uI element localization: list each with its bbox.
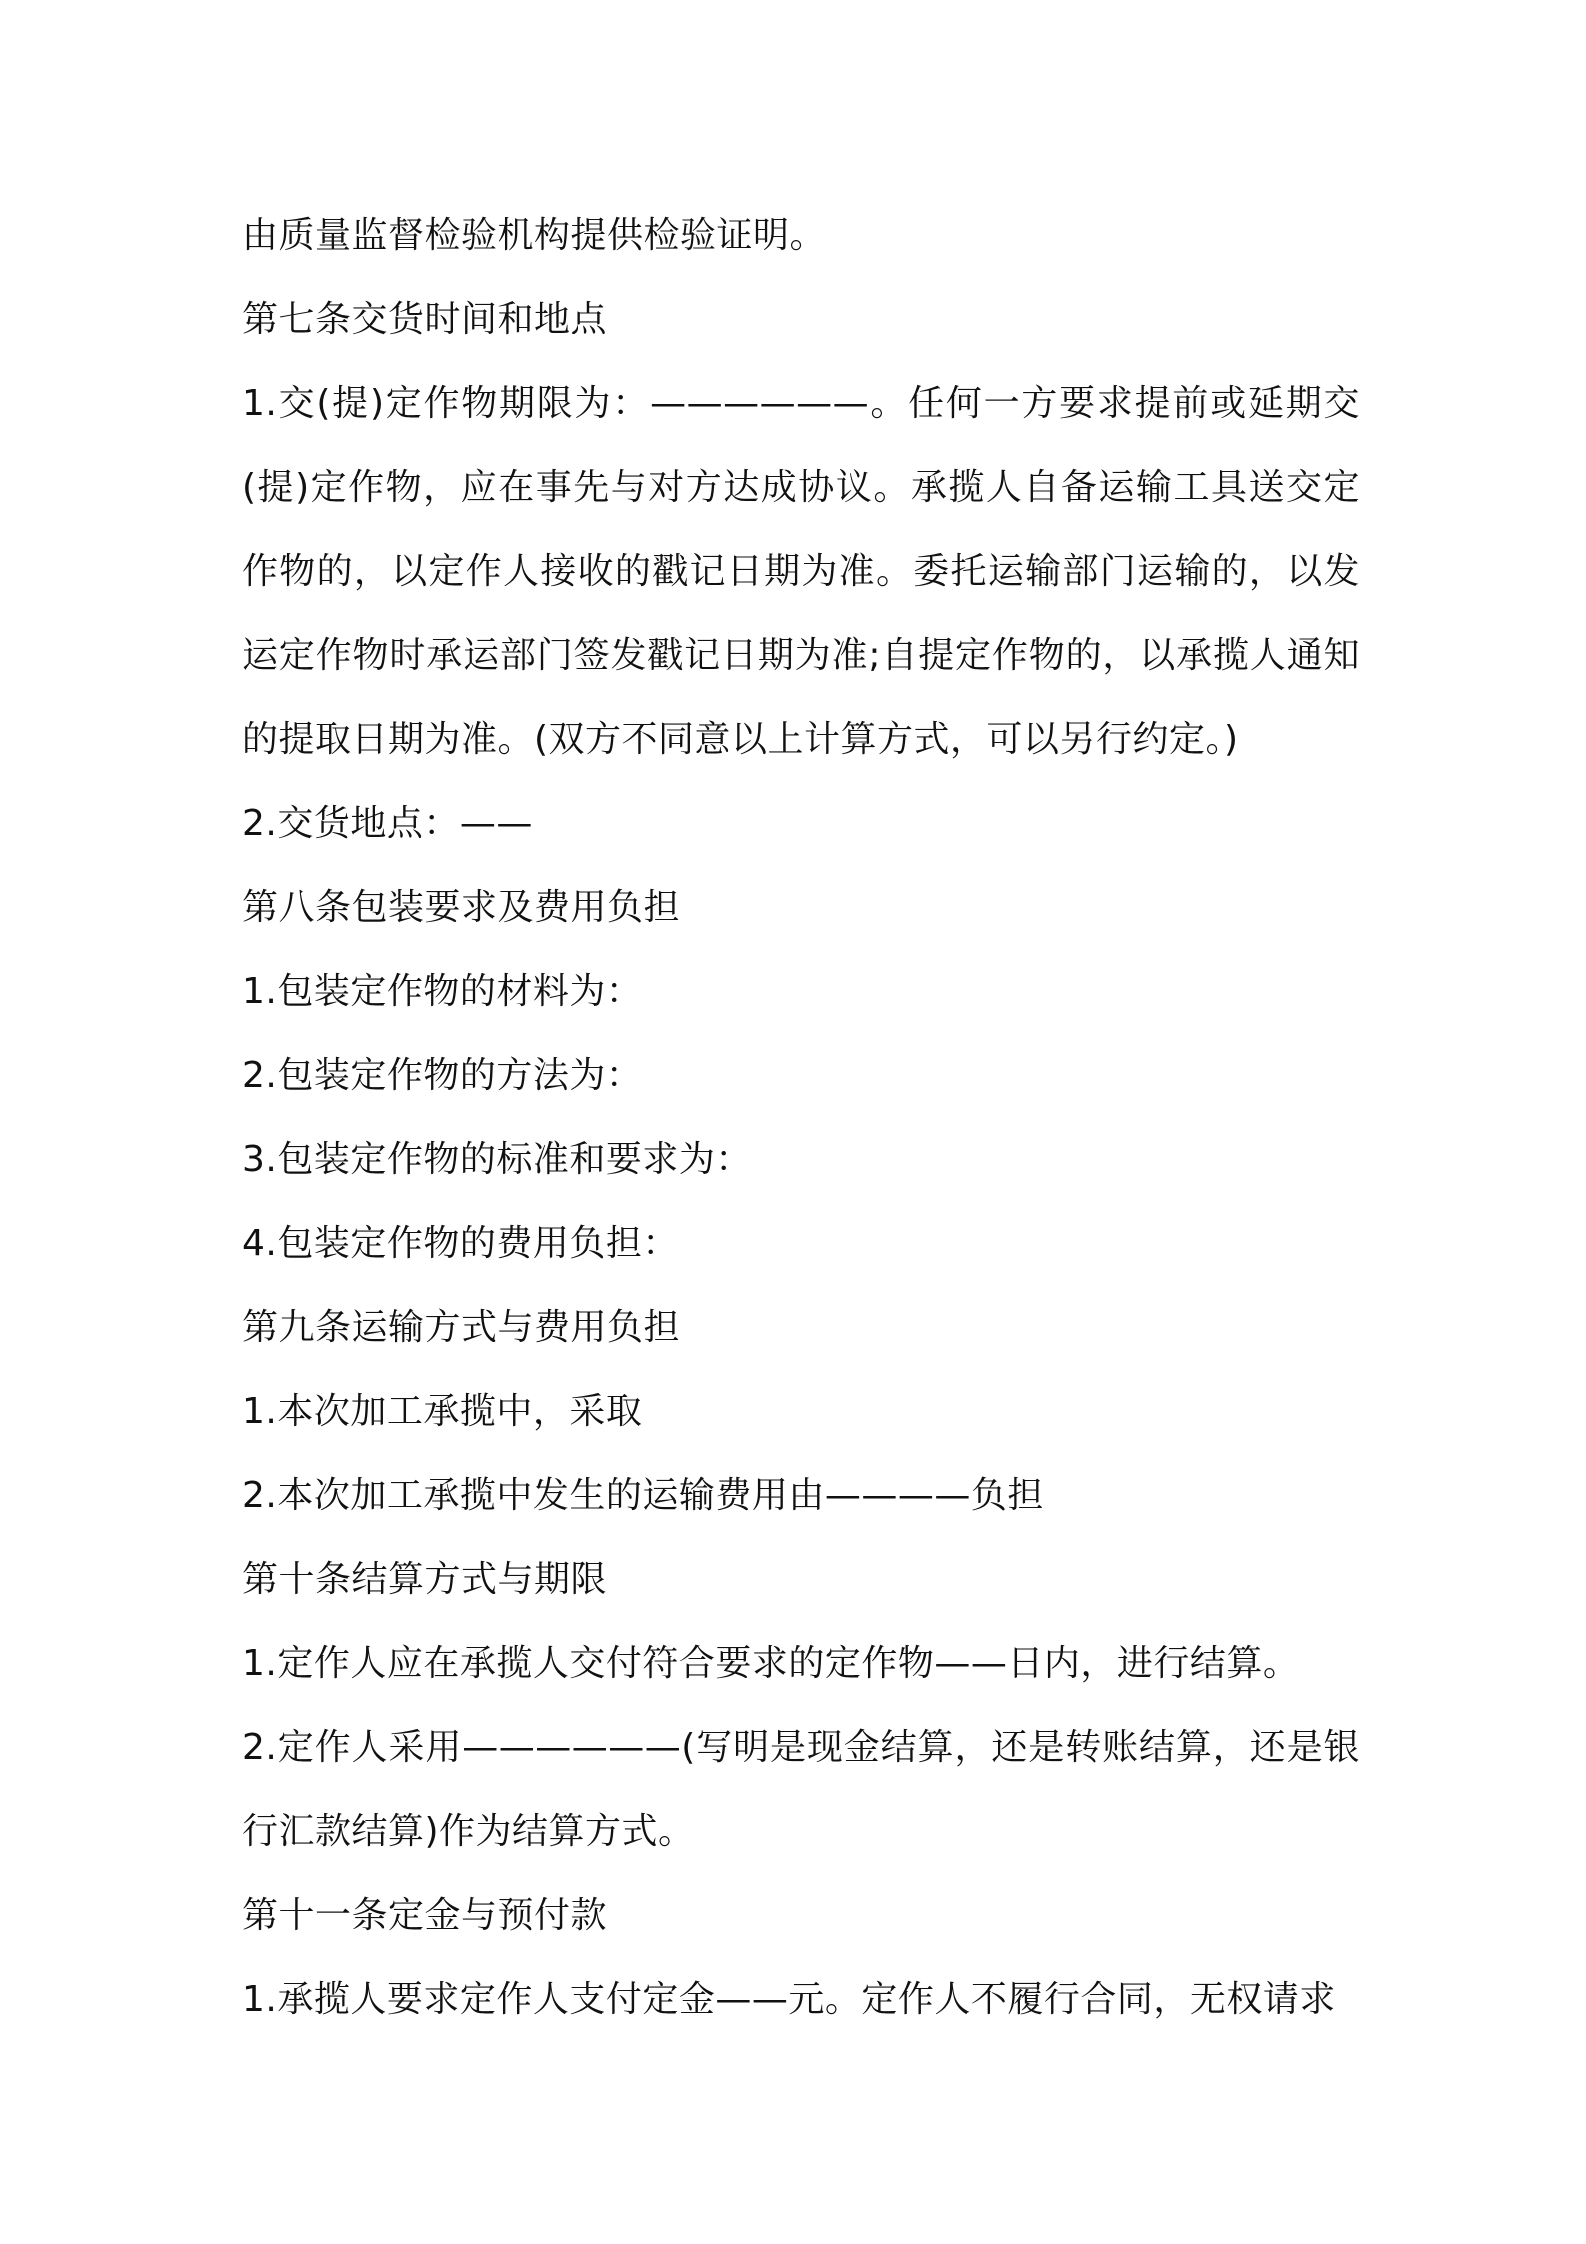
heading-article-10: 第十条结算方式与期限 (242, 1559, 608, 1600)
heading-article-9: 第九条运输方式与费用负担 (242, 1307, 681, 1348)
paragraph-packaging-method: 2.包装定作物的方法为： (242, 1055, 643, 1096)
paragraph-transport-cost: 2.本次加工承揽中发生的运输费用由————负担 (242, 1475, 1044, 1516)
paragraph-deposit: 1.承揽人要求定作人支付定金——元。定作人不履行合同，无权请求 (242, 1979, 1336, 2020)
paragraph-transport-method: 1.本次加工承揽中，采取 (242, 1391, 643, 1432)
paragraph-settlement-method: 2.定作人采用——————(写明是现金结算，还是转账结算，还是银行汇款结算)作为结算方式。 (242, 1727, 1360, 1852)
paragraph-settlement-deadline: 1.定作人应在承揽人交付符合要求的定作物——日内，进行结算。 (242, 1643, 1300, 1684)
document-body (242, 194, 1360, 2042)
heading-article-7: 第七条交货时间和地点 (242, 299, 608, 340)
paragraph-packaging-cost: 4.包装定作物的费用负担： (242, 1223, 679, 1264)
paragraph-packaging-standard: 3.包装定作物的标准和要求为： (242, 1139, 752, 1180)
heading-article-11: 第十一条定金与预付款 (242, 1895, 608, 1936)
heading-article-8: 第八条包装要求及费用负担 (242, 887, 681, 928)
paragraph-delivery-deadline: 1.交(提)定作物期限为：——————。任何一方要求提前或延期交(提)定作物，应在事先与对方达成协议。承揽人自备运输工具送交定作物的，以定作人接收的戳记日期为准。委托运输部门运输的，以发运定作物时承运部门签发戳记日期为准;自提定作物的，以承揽人通知的提取日期为准。(双方不同意以上计算方式，可以另行约定。) (242, 383, 1360, 760)
paragraph-inspection-proof: 由质量监督检验机构提供检验证明。 (242, 215, 827, 256)
paragraph-delivery-location: 2.交货地点：—— (242, 803, 533, 844)
paragraph-packaging-material: 1.包装定作物的材料为： (242, 971, 643, 1012)
